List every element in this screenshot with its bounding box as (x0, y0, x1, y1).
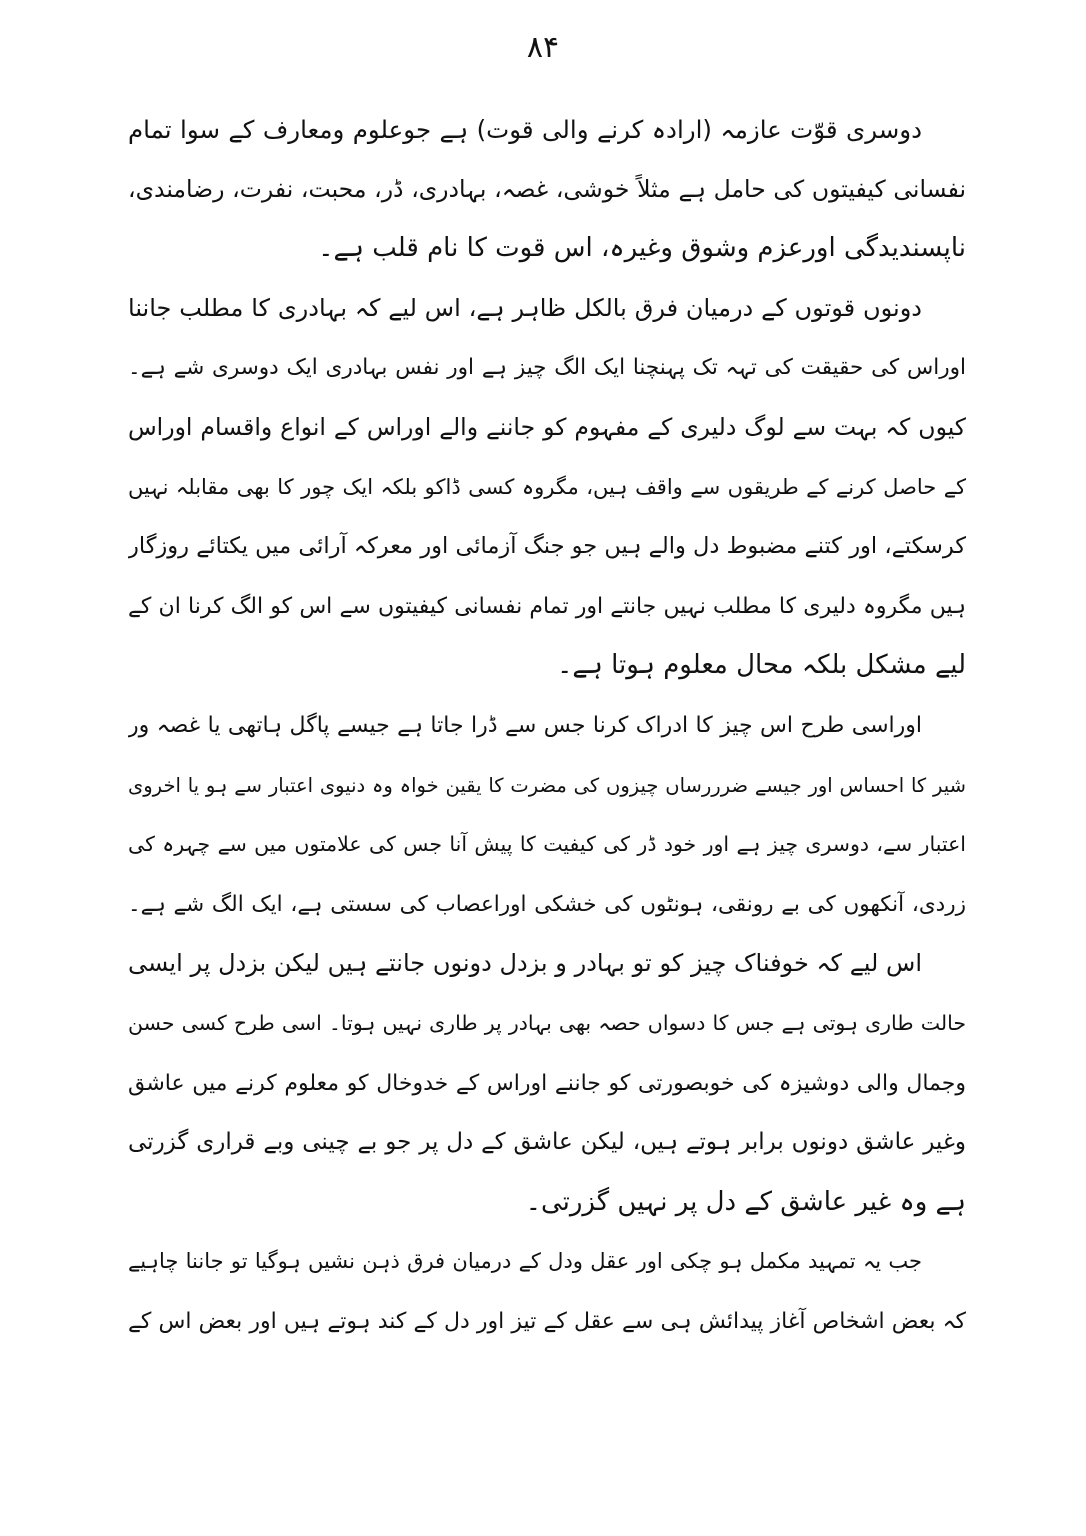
text-line: کہ بعض اشخاص آغاز پیدائش ہی سے عقل کے تیز اور دل کے کند ہوتے ہیں اور بعض اس کے (128, 1308, 966, 1334)
text-line: کے حاصل کرنے کے طریقوں سے واقف ہیں، مگروہ کسی ڈاکو بلکہ ایک چور کا بھی مقابلہ نہیں (128, 474, 966, 499)
body-text (128, 100, 966, 1351)
text-line: دوسری قوّت عازمہ (ارادہ کرنے والی قوت) ہے جوعلوم ومعارف کے سوا تمام (128, 115, 922, 144)
text-line: وغیر عاشق دونوں برابر ہوتے ہیں، لیکن عاشق کے دل پر جو بے چینی وبے قراری گزرتی (128, 1129, 966, 1156)
paragraph (128, 696, 966, 934)
text-line: جب یہ تمہید مکمل ہو چکی اور عقل ودل کے درمیان فرق ذہن نشیں ہوگیا تو جاننا چاہیے (128, 1249, 922, 1274)
text-line: کیوں کہ بہت سے لوگ دلیری کے مفہوم کو جاننے والے اوراس کے انواع واقسام اوراس (128, 412, 966, 441)
text-line: ہیں مگروہ دلیری کا مطلب نہیں جانتے اور تمام نفسانی کیفیتوں سے اس کو الگ کرنا ان کے (128, 593, 966, 619)
text-line: حالت طاری ہوتی ہے جس کا دسواں حصہ بھی بہادر پر طاری نہیں ہوتا۔ اسی طرح کسی حسن (128, 1010, 966, 1035)
page-number: ۸۴ (526, 30, 560, 65)
text-line: وجمال والی دوشیزہ کی خوبصورتی کو جاننے اوراس کے خدوخال کو معلوم کرنے میں عاشق (128, 1070, 966, 1096)
paragraph (128, 100, 966, 279)
paragraph (128, 934, 966, 1232)
text-line: اوراسی طرح اس چیز کا ادراک کرنا جس سے ڈرا جاتا ہے جیسے پاگل ہاتھی یا غصہ ور (128, 712, 922, 738)
text-line: نفسانی کیفیتوں کی حامل ہے مثلاً خوشی، غصہ، بہادری، ڈر، محبت، نفرت، رضامندی، (128, 174, 966, 203)
text-line: کرسکتے، اور کتنے مضبوط دل والے ہیں جو جنگ آزمائی اور معرکہ آرائی میں یکتائے روزگار (128, 533, 966, 560)
text-line: زردی، آنکھوں کی بے رونقی، ہونٹوں کی خشکی اوراعصاب کی سستی ہے، ایک الگ شے ہے۔ (128, 891, 966, 917)
text-line: لیے مشکل بلکہ محال معلوم ہوتا ہے۔ (557, 650, 966, 681)
text-line: دونوں قوتوں کے درمیان فرق بالکل ظاہر ہے، اس لیے کہ بہادری کا مطلب جاننا (128, 293, 922, 322)
text-line: ہے وہ غیر عاشق کے دل پر نہیں گزرتی۔ (525, 1186, 966, 1217)
text-line: اعتبار سے، دوسری چیز ہے اور خود ڈر کی کیفیت کا پیش آنا جس کی علامتوں میں سے چہرہ کی (128, 832, 966, 857)
paragraph (128, 1232, 966, 1351)
text-line: شیر کا احساس اور جیسے ضرررساں چیزوں کی مضرت کا یقین خواہ وہ دنیوی اعتبار سے ہو یا اخروی (128, 773, 966, 797)
text-line: اوراس کی حقیقت کی تہہ تک پہنچنا ایک الگ چیز ہے اور نفس بہادری ایک دوسری شے ہے۔ (128, 355, 966, 381)
paragraph (128, 279, 966, 696)
text-line: ناپسندیدگی اورعزم وشوق وغیرہ، اس قوت کا نام قلب ہے۔ (318, 233, 966, 264)
text-line: اس لیے کہ خوفناک چیز کو تو بہادر و بزدل دونوں جانتے ہیں لیکن بزدل پر ایسی (128, 949, 922, 978)
